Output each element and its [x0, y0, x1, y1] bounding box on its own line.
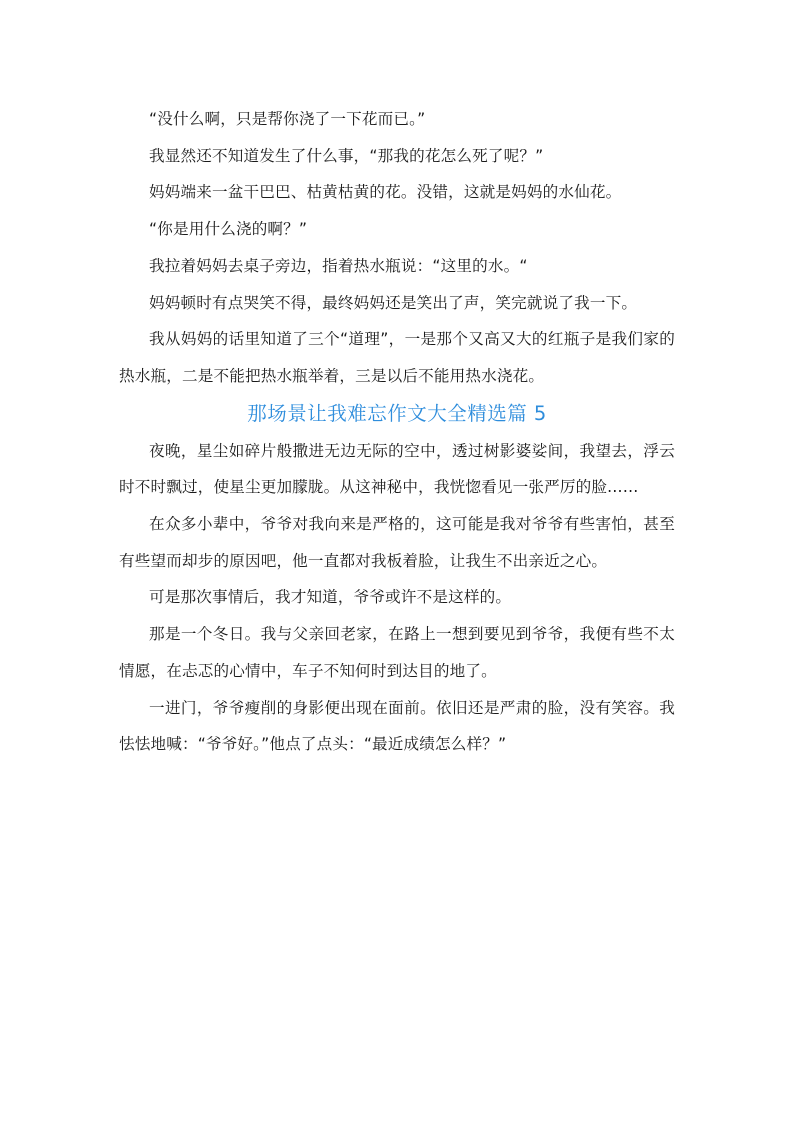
paragraph: 夜晚，星尘如碎片般撒进无边无际的空中，透过树影婆娑间，我望去，浮云时不时飘过，使星尘更加朦胧。从这神秘中，我恍惚看见一张严厉的脸……	[119, 441, 675, 497]
paragraph: 妈妈顿时有点哭笑不得，最终妈妈还是笑出了声，笑完就说了我一下。	[149, 293, 638, 312]
paragraph: 一进门，爷爷瘦削的身影便出现在面前。依旧还是严肃的脸，没有笑容。我怯怯地喊：“爷爷好。”他点了点头：“最近成绩怎么样？”	[119, 698, 675, 754]
document-body	[119, 101, 675, 763]
paragraph: 那是一个冬日。我与父亲回老家，在路上一想到要见到爷爷，我便有些不太情愿，在忐忑的心情中，车子不知何时到达目的地了。	[119, 625, 675, 680]
paragraph: 我从妈妈的话里知道了三个“道理”，一是那个又高又大的红瓶子是我们家的热水瓶，二是不能把热水瓶举着，三是以后不能用热水浇花。	[119, 330, 675, 385]
paragraph: “你是用什么浇的啊？”	[149, 220, 308, 239]
paragraph: 可是那次事情后，我才知道，爷爷或许不是这样的。	[149, 588, 512, 607]
paragraph: 我显然还不知道发生了什么事，“那我的花怎么死了呢？”	[149, 146, 544, 165]
paragraph: 我拉着妈妈去桌子旁边，指着热水瓶说：“这里的水。“	[149, 256, 528, 275]
section-heading: 那场景让我难忘作文大全精选篇 5	[247, 401, 547, 425]
paragraph: “没什么啊，只是帮你浇了一下花而已。”	[149, 110, 426, 128]
paragraph: 在众多小辈中，爷爷对我向来是严格的，这可能是我对爷爷有些害怕，甚至有些望而却步的原因吧，他一直都对我板着脸，让我生不出亲近之心。	[119, 515, 675, 570]
paragraph: 妈妈端来一盆干巴巴、枯黄枯黄的花。没错，这就是妈妈的水仙花。	[149, 183, 622, 202]
